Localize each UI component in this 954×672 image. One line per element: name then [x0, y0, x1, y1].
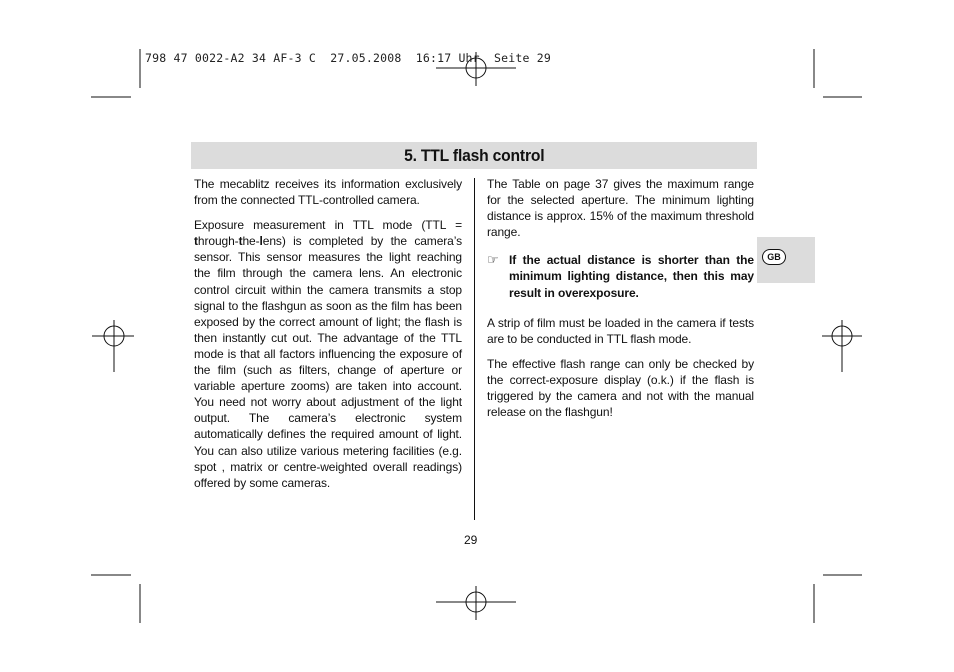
warning-note	[487, 252, 754, 300]
paragraph: The Table on page 37 gives the maximum range for the selected aperture. The minimum lighting distance is approx. 15% of the maximum threshold range.	[487, 177, 754, 240]
left-column	[194, 176, 462, 500]
paragraph: A strip of film must be loaded in the camera if tests are to be conducted in TTL flash mode.	[487, 315, 754, 346]
paragraph: The effective flash range can only be checked by the correct-exposure display (o.k.) if the flash is triggered by the camera and not with the manual release on the flashgun!	[487, 356, 754, 420]
paragraph-ttl-explanation: Exposure measurement in TTL mode (TTL = through-the-lens) is completed by the camera’s sensor. This sensor measures the light reaching the film through the camera lens. An electronic control circuit within the camera transmits a stop signal to the flashgun as soon as the film has been exposed by the correct amount of light; the flash is then instantly cut out. The advantage of the TTL mode is that all factors influencing the exposure of the film (such as filters, change of aperture or variable aperture zooms) are taken into account. You need not worry about adjustment of the light output. The camera’s electronic system automatically defines the required amount of light. You can also utilize various metering facilities (e.g. spot , matrix or centre-weighted overall readings) offered by some cameras.	[194, 218, 462, 490]
paragraph: The mecablitz receives its information exclusively from the connected TTL-controlled camera.	[194, 177, 462, 208]
right-column	[487, 176, 754, 429]
note-text: If the actual distance is shorter than the minimum lighting distance, then this may result in overexposure.	[509, 253, 754, 300]
page-title: 5. TTL flash control	[403, 145, 545, 165]
print-slug: 798 47 0022-A2 34 AF-3 C 27.05.2008 16:17 Uhr Seite 29	[145, 51, 552, 65]
language-badge: GB	[762, 249, 786, 265]
column-divider	[474, 178, 475, 520]
page-number: 29	[464, 533, 478, 547]
pointing-hand-icon: ☞	[487, 252, 499, 268]
section-title-bar	[191, 142, 757, 169]
